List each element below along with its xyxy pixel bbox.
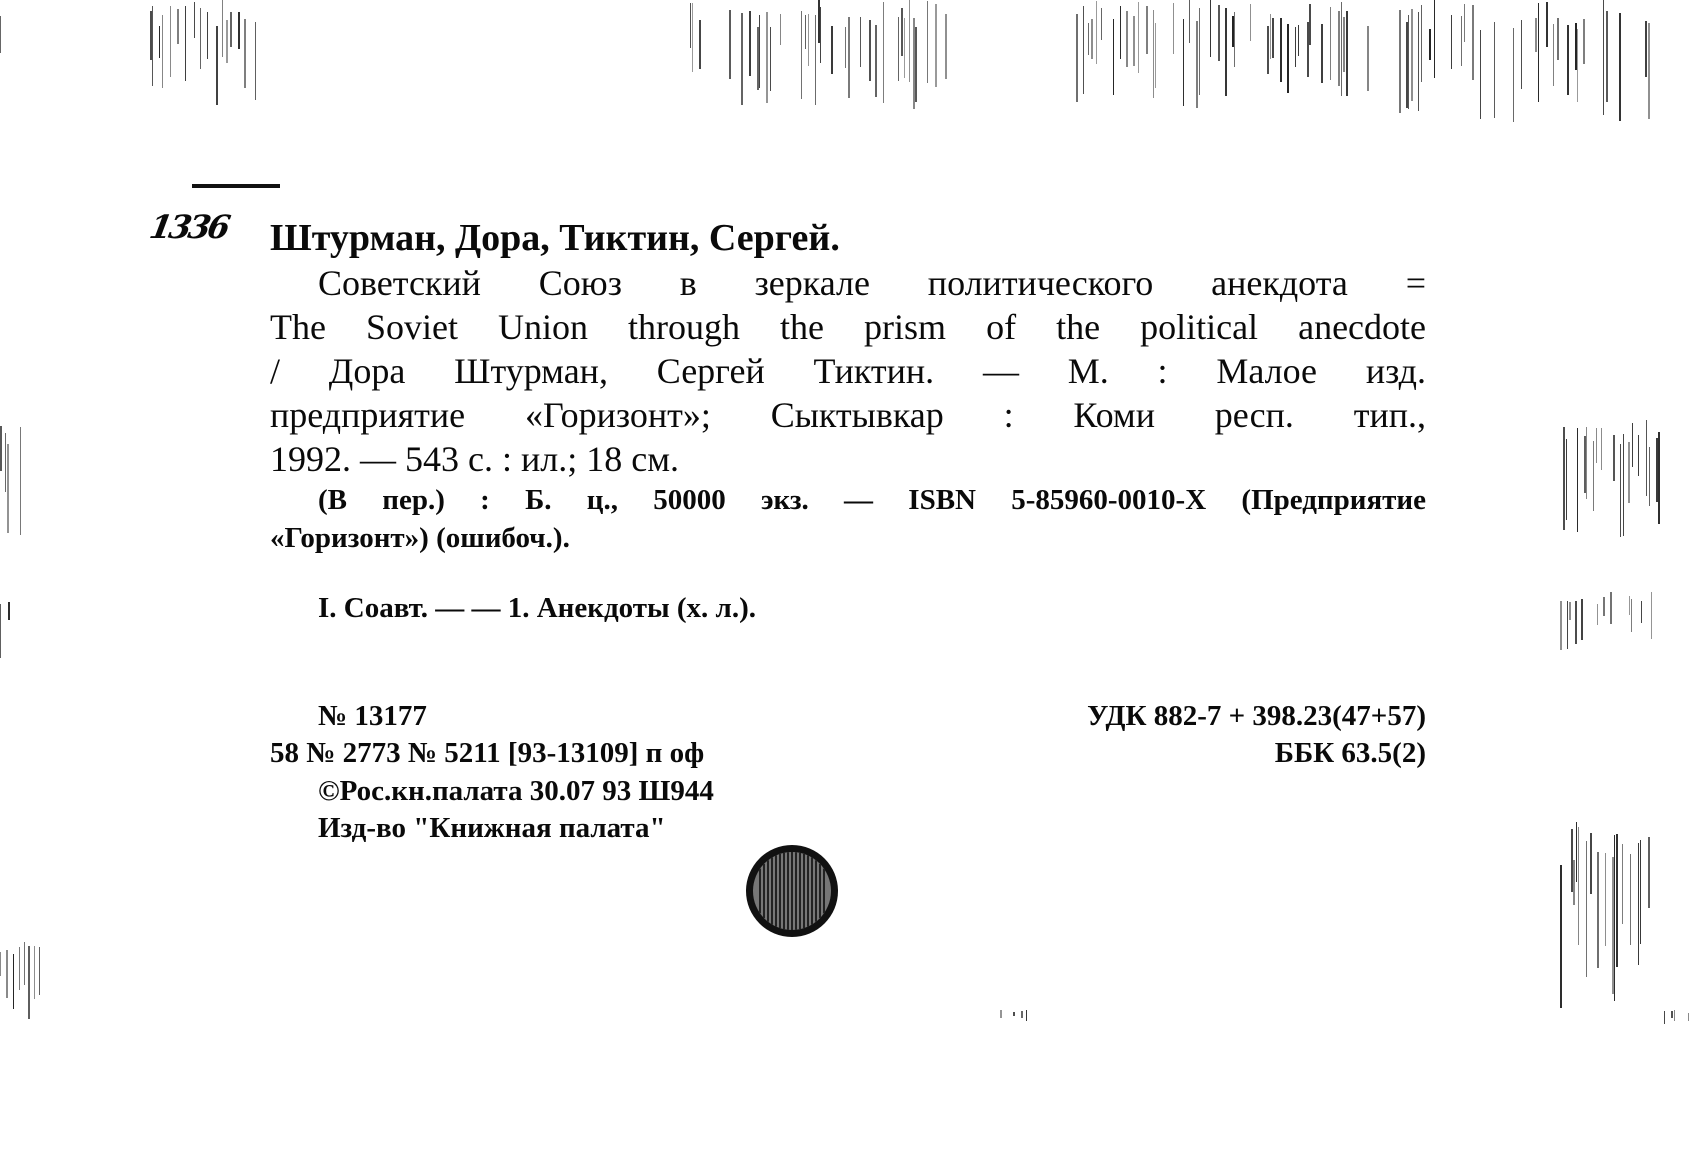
title-line-4: предприятие «Горизонт»; Сыктывкар : Коми респ. тип., bbox=[270, 395, 1426, 435]
publisher-line: Изд-во "Книжная палата" bbox=[318, 812, 666, 844]
binding-line-1: (В пер.) : Б. ц., 50000 экз. — ISBN 5-85960-0010-X (Предприятие bbox=[318, 484, 1426, 516]
bbk-code: ББК 63.5(2) bbox=[1274, 737, 1426, 769]
author-heading: Штурман, Дора, Тиктин, Сергей. bbox=[270, 217, 840, 259]
handwritten-underline bbox=[192, 184, 280, 188]
handwritten-number: 1336 bbox=[146, 208, 231, 246]
copyright-line: ©Рос.кн.палата 30.07 93 Ш944 bbox=[318, 775, 714, 807]
title-line-3: / Дора Штурман, Сергей Тиктин. — М. : Малое изд. bbox=[270, 351, 1426, 391]
tracings: I. Соавт. — — 1. Анекдоты (х. л.). bbox=[318, 592, 756, 624]
imprint-line: 58 № 2773 № 5211 [93-13109] п оф bbox=[270, 737, 705, 769]
binding-line-2: «Горизонт») (ошибоч.). bbox=[270, 522, 570, 554]
title-line-1: Советский Союз в зеркале политического анекдота = bbox=[318, 263, 1426, 303]
title-line-5: 1992. — 543 с. : ил.; 18 см. bbox=[270, 439, 679, 479]
udk-code: УДК 882-7 + 398.23(47+57) bbox=[1087, 700, 1426, 732]
title-line-2: The Soviet Union through the prism of the political anecdote bbox=[270, 307, 1426, 347]
card-number: № 13177 bbox=[318, 700, 427, 732]
